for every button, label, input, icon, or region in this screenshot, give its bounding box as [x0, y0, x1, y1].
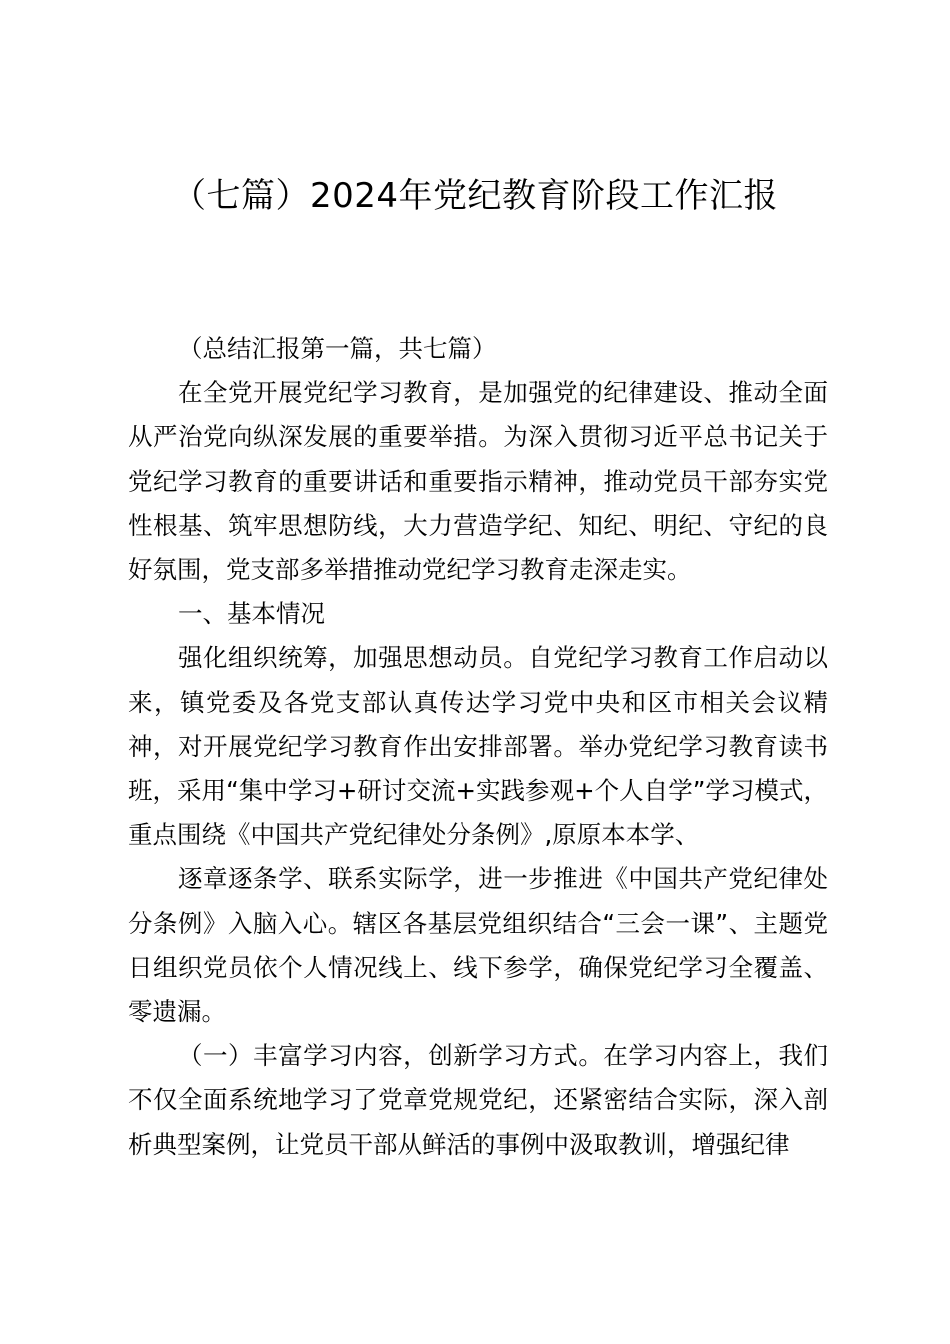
paragraph-study-content: （一）丰富学习内容，创新学习方式。在学习内容上，我们不仅全面系统地学习了党章党规党纪，还紧密结合实际，深入剖析典型案例，让党员干部从鲜活的事例中汲取教训，增强纪律: [128, 1041, 828, 1159]
paragraph-study-regulations: 逐章逐条学、联系实际学，进一步推进《中国共产党纪律处分条例》入脑入心。辖区各基层党组织结合“三会一课”、主题党日组织党员依个人情况线上、线下参学，确保党纪学习全覆盖、零遗漏。: [128, 864, 828, 1027]
document-title: （七篇）2024年党纪教育阶段工作汇报: [171, 176, 779, 216]
document-body: [128, 327, 828, 1167]
paragraph-intro: 在全党开展党纪学习教育，是加强党的纪律建设、推动全面从严治党向纵深发展的重要举措。为深入贯彻习近平总书记关于党纪学习教育的重要讲话和重要指示精神，推动党员干部夯实党性根基、筑牢思想防线，大力营造学纪、知纪、明纪、守纪的良好氛围，党支部多举措推动党纪学习教育走深走实。: [128, 378, 828, 585]
section-heading-basic-situation: 一、基本情况: [178, 599, 325, 629]
paragraph-organization: 强化组织统筹，加强思想动员。自党纪学习教育工作启动以来，镇党委及各党支部认真传达学习党中央和区市相关会议精神，对开展党纪学习教育作出安排部署。举办党纪学习教育读书班，采用“集中学习+研讨交流+实践参观+个人自学”学习模式，重点围绕《中国共产党纪律处分条例》,原原本本学、: [128, 643, 828, 850]
paragraph-series-note: （总结汇报第一篇，共七篇）: [178, 334, 497, 363]
